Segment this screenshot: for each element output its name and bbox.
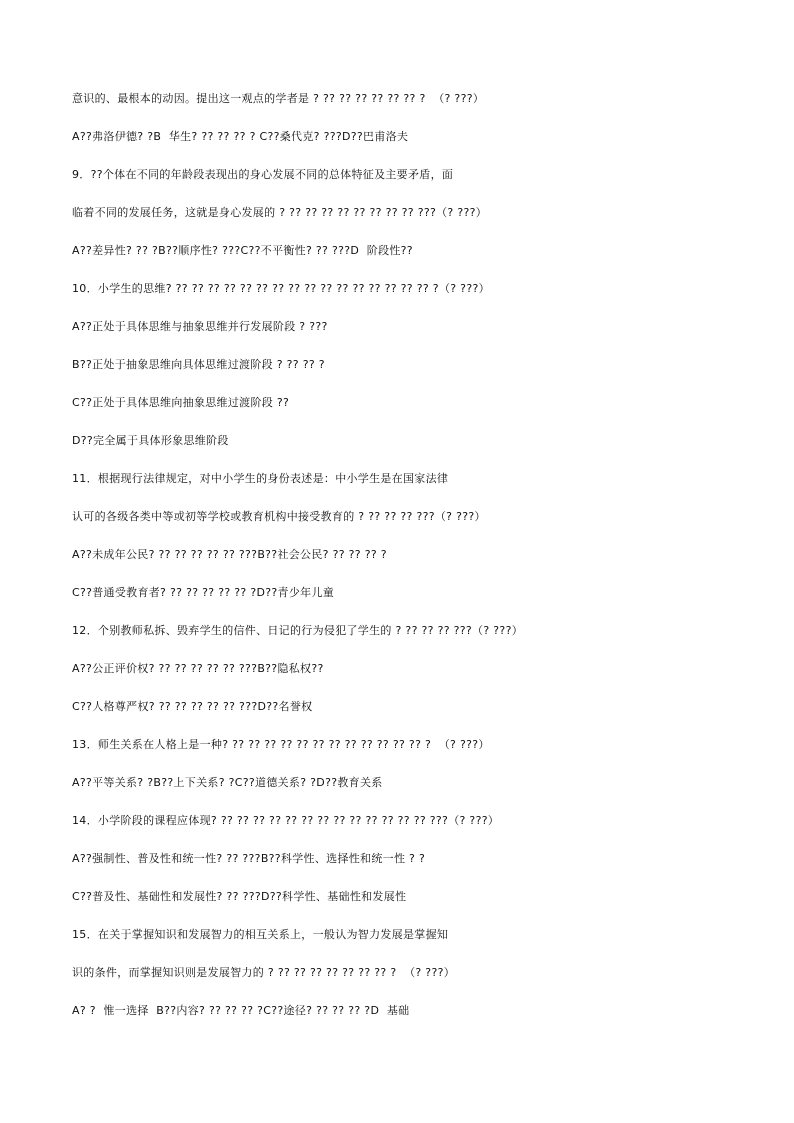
answer-option-c: C??正处于具体思维向抽象思维过渡阶段 ?? bbox=[72, 396, 290, 409]
question-13: 13．师生关系在人格上是一种? ?? ?? ?? ?? ?? ?? ?? ?? ?? ?? ?? ?? ? （? ???） bbox=[72, 738, 490, 751]
question-14: 14．小学阶段的课程应体现? ?? ?? ?? ?? ?? ?? ?? ?? ?? ?? ?? ?? ?? ???（? ???） bbox=[72, 814, 500, 827]
answer-options: C??人格尊严权? ?? ?? ?? ?? ?? ???D??名誉权 bbox=[72, 700, 313, 713]
answer-options: A??差异性? ?? ?B??顺序性? ???C??不平衡性? ?? ???D 阶段性?? bbox=[72, 244, 413, 257]
answer-options: A? ? 惟一选择 B??内容? ?? ?? ?? ?C??途径? ?? ?? ?? ?D 基础 bbox=[72, 1004, 410, 1017]
answer-option-b: B??正处于抽象思维向具体思维过渡阶段 ? ?? ?? ? bbox=[72, 358, 325, 371]
answer-options: C??普通受教育者? ?? ?? ?? ?? ?? ?D??青少年儿童 bbox=[72, 586, 335, 599]
text-line: 临着不同的发展任务，这就是身心发展的 ? ?? ?? ?? ?? ?? ?? ?? ?? ???（? ???） bbox=[72, 206, 488, 219]
answer-options: A??弗洛伊德? ?B 华生? ?? ?? ?? ? C??桑代克? ???D??巴甫洛夫 bbox=[72, 130, 409, 143]
question-10: 10．小学生的思维? ?? ?? ?? ?? ?? ?? ?? ?? ?? ?? ?? ?? ?? ?? ?? ?? ?（? ???） bbox=[72, 282, 490, 295]
text-line: 认可的各级各类中等或初等学校或教育机构中接受教育的 ? ?? ?? ?? ???（? ???） bbox=[72, 510, 486, 523]
answer-options: C??普及性、基础性和发展性? ?? ???D??科学性、基础性和发展性 bbox=[72, 890, 407, 903]
question-9: 9．??个体在不同的年龄段表现出的身心发展不同的总体特征及主要矛盾，面 bbox=[72, 168, 454, 181]
question-12: 12．个别教师私拆、毁弃学生的信件、日记的行为侵犯了学生的 ? ?? ?? ?? ???（? ???） bbox=[72, 624, 524, 637]
answer-option-d: D??完全属于具体形象思维阶段 bbox=[72, 434, 229, 447]
text-line: 意识的、最根本的动因。提出这一观点的学者是 ? ?? ?? ?? ?? ?? ?? ? （? ???） bbox=[72, 92, 485, 105]
question-11: 11．根据现行法律规定，对中小学生的身份表述是：中小学生是在国家法律 bbox=[72, 472, 449, 485]
question-15: 15．在关于掌握知识和发展智力的相互关系上，一般认为智力发展是掌握知 bbox=[72, 928, 449, 941]
answer-options: A??未成年公民? ?? ?? ?? ?? ?? ???B??社会公民? ?? ?? ?? ? bbox=[72, 548, 387, 561]
answer-option-a: A??正处于具体思维与抽象思维并行发展阶段 ? ??? bbox=[72, 320, 328, 333]
answer-options: A??公正评价权? ?? ?? ?? ?? ?? ???B??隐私权?? bbox=[72, 662, 324, 675]
answer-options: A??强制性、普及性和统一性? ?? ???B??科学性、选择性和统一性 ? ? bbox=[72, 852, 426, 865]
text-line: 识的条件，而掌握知识则是发展智力的 ? ?? ?? ?? ?? ?? ?? ?? ? （? ???） bbox=[72, 966, 456, 979]
answer-options: A??平等关系? ?B??上下关系? ?C??道德关系? ?D??教育关系 bbox=[72, 776, 383, 789]
